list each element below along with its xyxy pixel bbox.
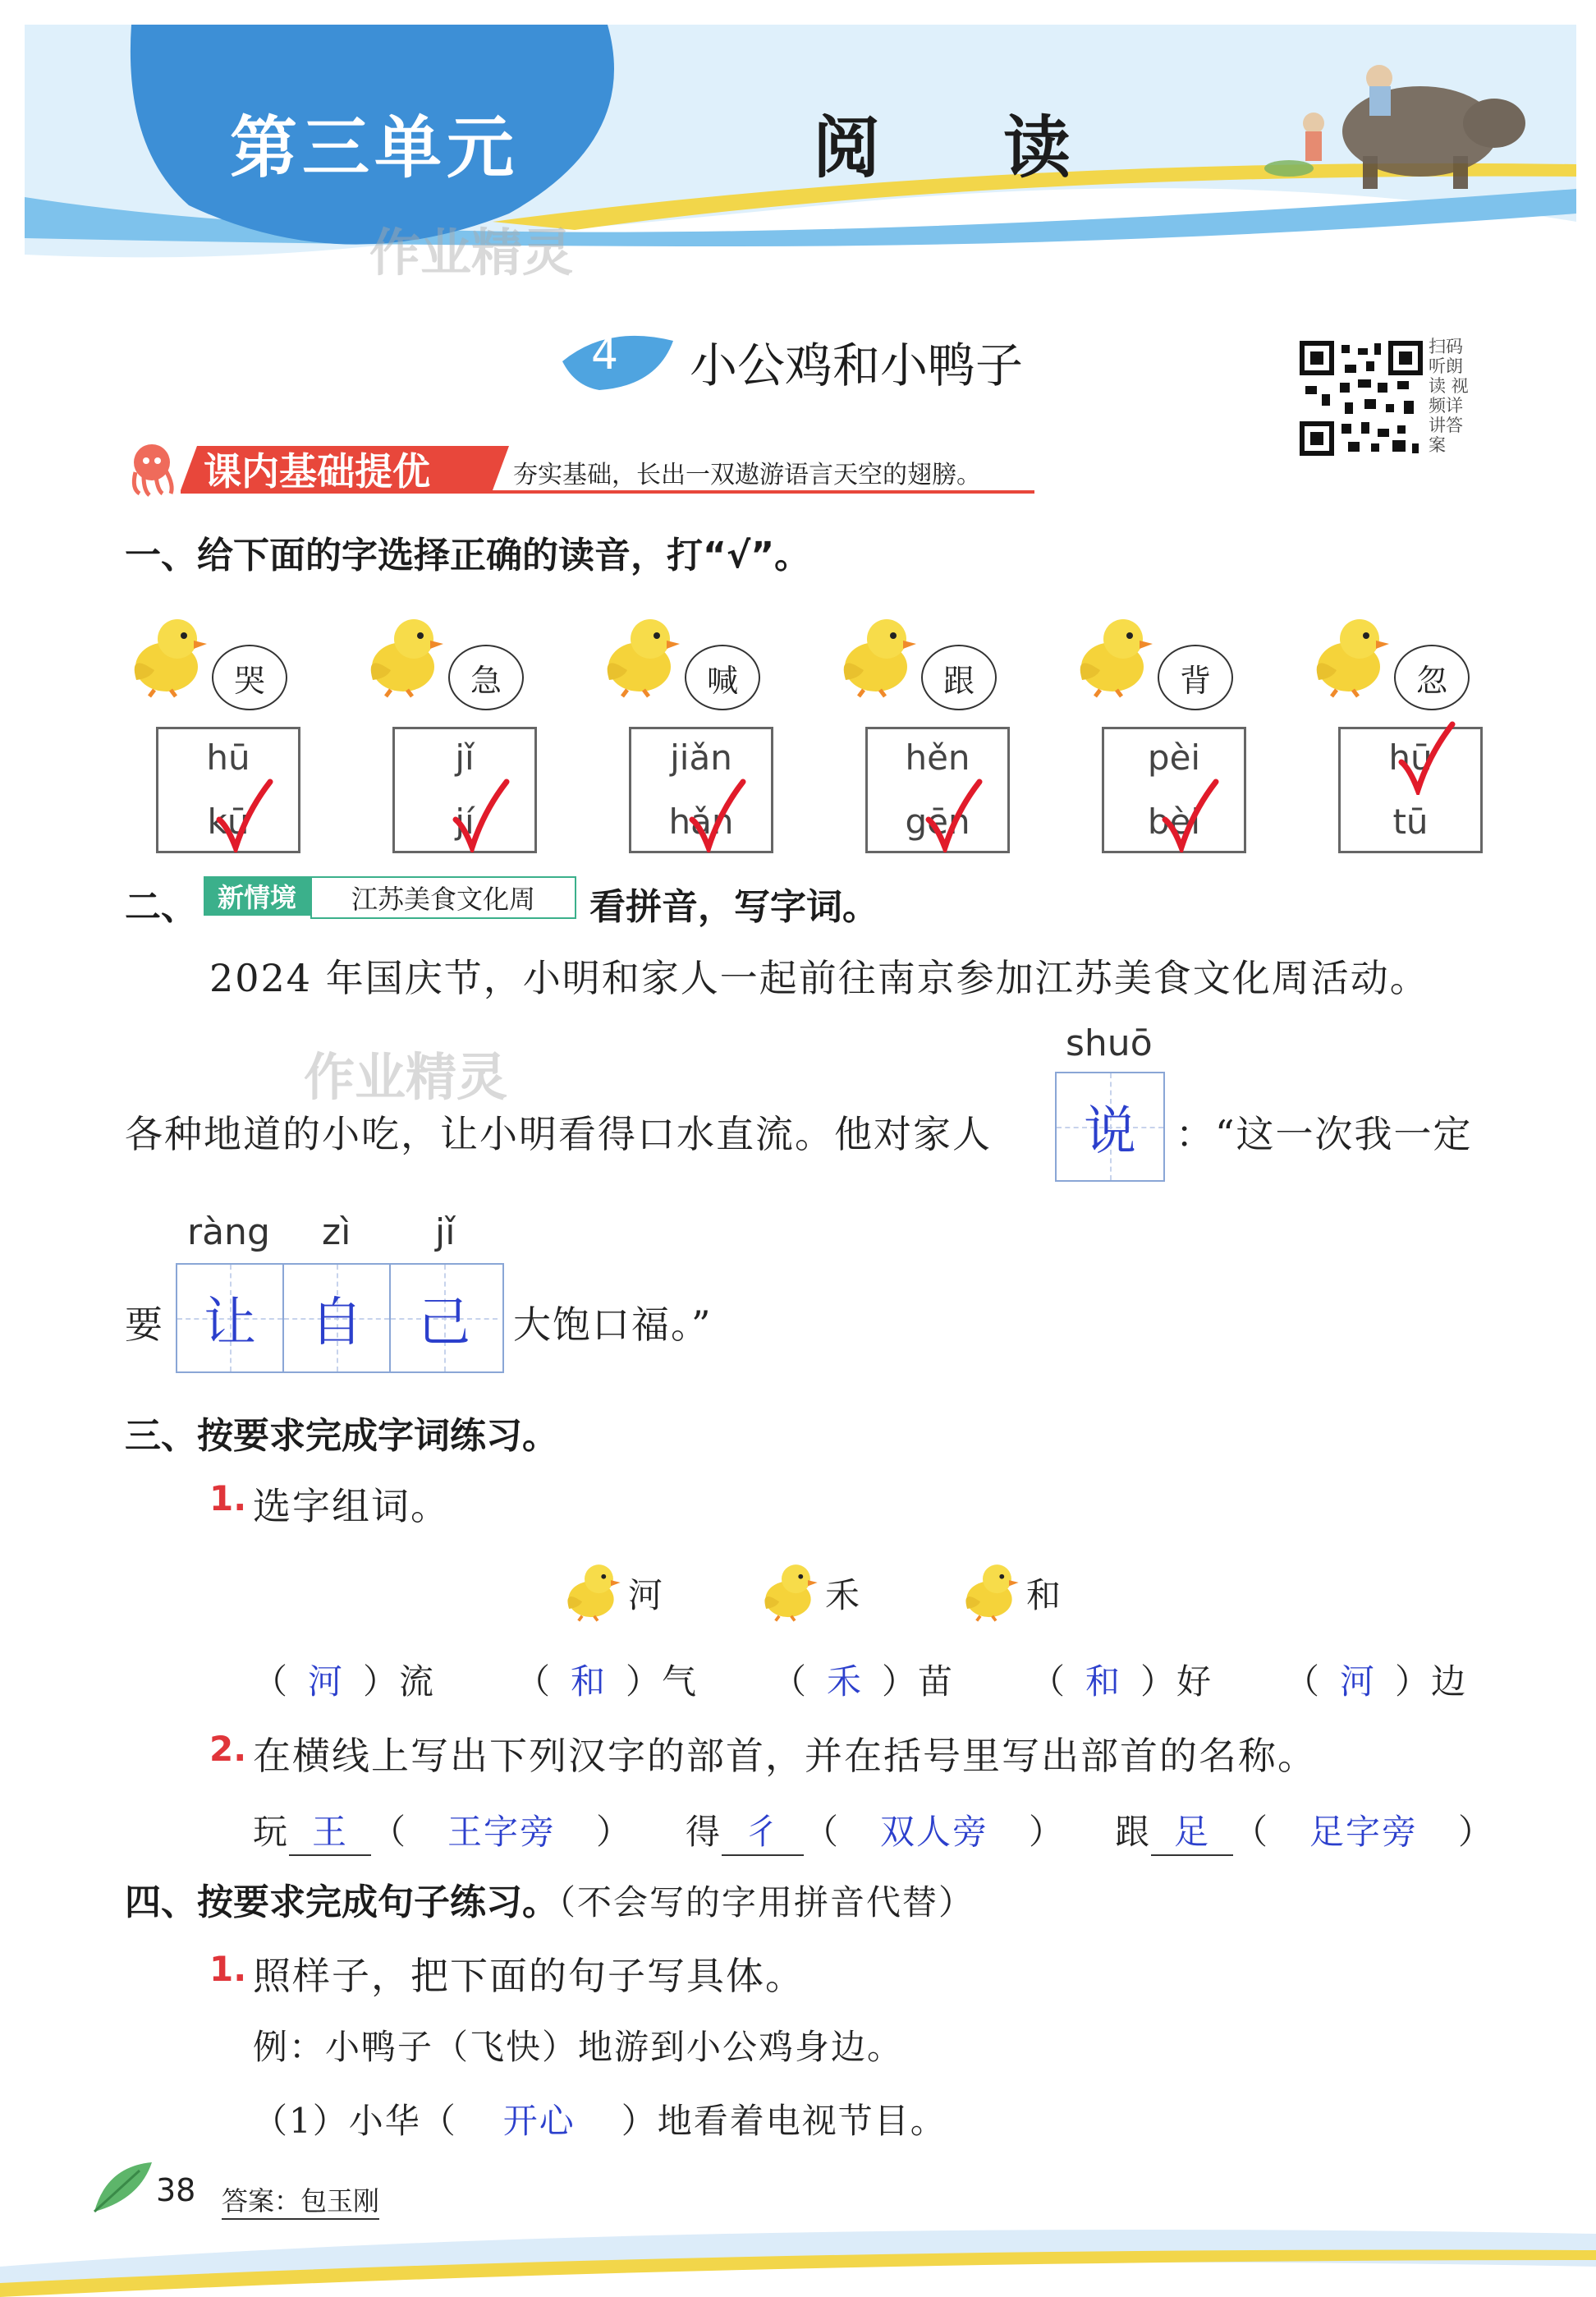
passage-line-2-start: 各种地道的小吃，让小明看得口水直流。他对家人	[125, 1112, 992, 1156]
word-blank-suffix: 苗	[918, 1661, 955, 1702]
pinyin-option-top[interactable]: hū	[1388, 737, 1433, 778]
pinyin-option-bottom[interactable]: hǎn	[668, 802, 734, 842]
theme-tag: 江苏美食文化周	[310, 876, 576, 919]
sub-question-text: 在横线上写出下列汉字的部首，并在括号里写出部首的名称。	[253, 1734, 1317, 1778]
choice-character: 和	[1026, 1575, 1063, 1615]
pinyin-shuo: shuō	[1066, 1022, 1153, 1064]
pinyin-option-top[interactable]: hū	[206, 737, 250, 778]
duck-icon	[558, 1552, 624, 1626]
pinyin-option-box[interactable]	[1338, 727, 1483, 853]
pinyin-option-top[interactable]: pèi	[1147, 737, 1201, 778]
radical-char: 玩	[253, 1812, 290, 1852]
pinyin-option-bottom[interactable]: kū	[207, 802, 250, 842]
checkmark-icon	[452, 779, 510, 852]
answer-cell[interactable]: 自	[284, 1265, 391, 1371]
question-1-heading: 一、给下面的字选择正确的读音，打“√”。	[125, 535, 811, 577]
question-4-heading-line	[125, 1872, 975, 1925]
pinyin-ji: jǐ	[435, 1211, 456, 1253]
sub-question-text: 选字组词。	[253, 1484, 450, 1528]
pinyin-rang: ràng	[187, 1211, 270, 1253]
chick-icon	[122, 608, 212, 698]
sentence-prefix: （1）小华（	[253, 2101, 457, 2141]
footer-band	[0, 2217, 1596, 2297]
pinyin-option-box[interactable]	[865, 727, 1010, 853]
answer-grid-shuo[interactable]	[1055, 1072, 1165, 1182]
word-blank-answer[interactable]: 禾	[827, 1661, 864, 1702]
answer-cell[interactable]: 让	[177, 1265, 284, 1371]
passage-line-2-end: ：“这一次我一定	[1176, 1112, 1473, 1156]
lesson-number: 4	[591, 330, 619, 379]
sub-question-number: 2.	[209, 1729, 247, 1769]
pinyin-option-box[interactable]	[629, 727, 773, 853]
qr-code-icon[interactable]	[1296, 337, 1427, 460]
sub-question-number: 1.	[209, 1478, 247, 1518]
question-4-note: （不会写的字用拼音代替）	[558, 1882, 975, 1923]
radical-item: 玩 王 （ 王字旁 ）	[253, 1805, 632, 1856]
pinyin-zi: zì	[322, 1211, 351, 1253]
chick-icon	[1304, 608, 1394, 698]
pinyin-option-bottom[interactable]: jí	[455, 802, 475, 842]
duck-icon	[956, 1552, 1022, 1626]
banner-label: 课内基础提优	[204, 449, 430, 494]
question-3-heading: 三、按要求完成字词练习。	[125, 1415, 558, 1457]
pinyin-option-box[interactable]	[156, 727, 300, 853]
radical-answer[interactable]: 彳	[722, 1805, 804, 1856]
answer-cell[interactable]: 说	[1057, 1073, 1163, 1180]
word-blank-answer[interactable]: 河	[1340, 1661, 1377, 1702]
checkmark-icon	[216, 779, 273, 852]
character-bubble: 跟	[921, 645, 997, 710]
radical-name-answer[interactable]: 足字旁	[1309, 1812, 1419, 1852]
radical-item: 跟 足 （ 足字旁 ）	[1115, 1805, 1494, 1856]
checkmark-icon	[925, 779, 983, 852]
character-bubble: 急	[448, 645, 524, 710]
word-blank-item: （ 和 ）好	[1030, 1655, 1213, 1704]
character-bubble: 背	[1158, 645, 1233, 710]
leaf-icon	[90, 2158, 156, 2216]
section-title: 阅读	[813, 109, 1195, 187]
passage-line-3-start: 要	[125, 1302, 164, 1347]
sub-question-text: 照样子，把下面的句子写具体。	[253, 1954, 805, 1998]
word-blank-item: （ 和 ）气	[516, 1655, 698, 1704]
choice-character: 禾	[825, 1575, 862, 1615]
radical-char: 跟	[1115, 1812, 1152, 1852]
new-context-tag: 新情境	[204, 876, 310, 916]
qr-caption: 扫码听朗读 视频详讲答案	[1429, 337, 1469, 455]
answer-credit: 答案：包玉刚	[222, 2180, 379, 2220]
radical-answer[interactable]: 足	[1151, 1805, 1233, 1856]
page-number: 38	[156, 2172, 196, 2208]
answer-cell[interactable]: 己	[391, 1265, 498, 1371]
chick-icon	[831, 608, 921, 698]
pinyin-option-top[interactable]: jǐ	[455, 737, 475, 778]
sub-question-number: 1.	[209, 1949, 247, 1989]
pinyin-option-box[interactable]	[1102, 727, 1246, 853]
watermark: 作业精灵	[369, 223, 574, 283]
passage-line-3-end: 大饱口福。”	[513, 1302, 713, 1347]
question-2-number: 二、	[125, 886, 197, 928]
watermark-2: 作业精灵	[304, 1047, 508, 1107]
word-blank-answer[interactable]: 和	[1085, 1661, 1122, 1702]
character-bubble: 哭	[212, 645, 287, 710]
checkmark-icon	[1162, 779, 1219, 852]
radical-item: 得 彳 （ 双人旁 ）	[686, 1805, 1065, 1856]
radical-answer[interactable]: 王	[289, 1805, 371, 1856]
answer-grid-rangziji[interactable]	[176, 1263, 504, 1373]
pinyin-option-box[interactable]	[392, 727, 537, 853]
sentence-item-1	[253, 2094, 947, 2143]
lesson-title: 小公鸡和小鸭子	[690, 338, 1024, 393]
radical-char: 得	[686, 1812, 722, 1852]
question-2-heading: 看拼音，写字词。	[589, 886, 878, 928]
chick-icon	[1067, 608, 1158, 698]
sentence-suffix: ）地看着电视节目。	[621, 2101, 947, 2141]
example-sentence: 例：小鸭子（飞快）地游到小公鸡身边。	[253, 2027, 904, 2067]
radical-name-answer[interactable]: 王字旁	[447, 1812, 557, 1852]
word-blank-suffix: 边	[1431, 1661, 1468, 1702]
squid-icon	[134, 444, 172, 495]
checkmark-icon	[1398, 721, 1456, 795]
word-blank-suffix: 流	[399, 1661, 436, 1702]
radical-name-answer[interactable]: 双人旁	[880, 1812, 989, 1852]
word-blank-answer[interactable]: 河	[308, 1661, 345, 1702]
banner-motto: 夯实基础，长出一双遨游语言天空的翅膀。	[513, 461, 981, 489]
pinyin-option-top[interactable]: hěn	[905, 737, 970, 778]
word-blank-item: （ 禾 ）苗	[772, 1655, 954, 1704]
chick-icon	[594, 608, 685, 698]
pinyin-option-bottom[interactable]: bèi	[1147, 802, 1201, 842]
character-bubble: 喊	[685, 645, 760, 710]
checkmark-icon	[689, 779, 746, 852]
duck-icon	[755, 1552, 821, 1626]
pinyin-option-top[interactable]: jiǎn	[670, 737, 732, 778]
question-4-heading: 四、按要求完成句子练习。	[125, 1881, 558, 1923]
character-bubble: 忽	[1394, 645, 1470, 710]
word-blank-suffix: 好	[1176, 1661, 1213, 1702]
passage-line-1: 2024 年国庆节，小明和家人一起前往南京参加江苏美食文化周活动。	[209, 956, 1429, 1000]
pinyin-option-bottom[interactable]: tū	[1392, 802, 1429, 842]
sentence-answer[interactable]: 开心	[502, 2101, 576, 2141]
word-blank-answer[interactable]: 和	[571, 1661, 608, 1702]
word-blank-item: （ 河 ）边	[1285, 1655, 1467, 1704]
word-blank-suffix: 气	[662, 1661, 699, 1702]
unit-title: 第三单元	[230, 109, 520, 187]
pinyin-option-bottom[interactable]: gēn	[905, 802, 970, 842]
chick-icon	[358, 608, 448, 698]
choice-character: 河	[628, 1575, 665, 1615]
lesson-number-leaf-icon	[558, 328, 681, 394]
word-blank-item: （ 河 ）流	[253, 1655, 435, 1704]
